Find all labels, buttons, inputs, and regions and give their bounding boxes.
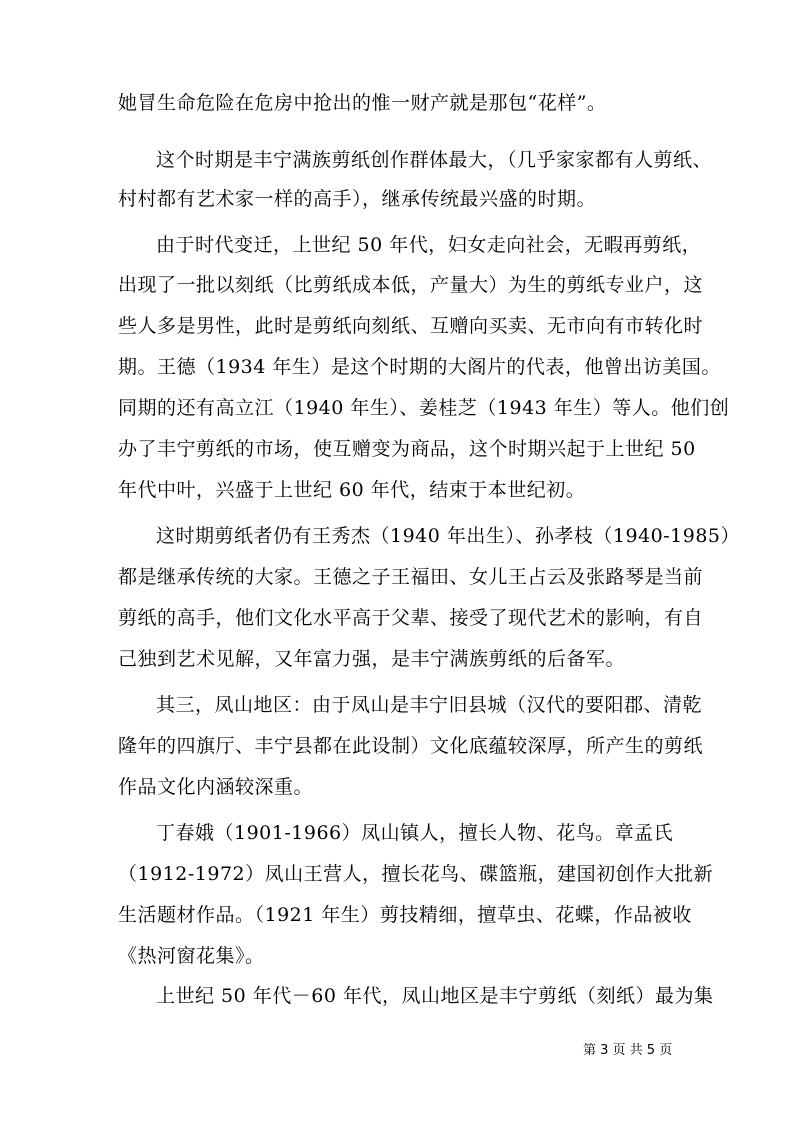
paragraph-line: 办了丰宁剪纸的市场，使互赠变为商品，这个时期兴起于上世纪 50 bbox=[118, 438, 696, 460]
paragraph-line: 期。王德（1934 年生）是这个时期的大阁片的代表，他曾出访美国。 bbox=[118, 356, 721, 378]
paragraph-line: 些人多是男性，此时是剪纸向刻纸、互赠向买卖、无市向有市转化时 bbox=[118, 315, 704, 337]
paragraph-line: 这个时期是丰宁满族剪纸创作群体最大，（几乎家家都有人剪纸、 bbox=[156, 149, 713, 171]
paragraph-line: 她冒生命危险在危房中抢出的惟一财产就是那包“花样”。 bbox=[118, 92, 607, 114]
paragraph-line: 由于时代变迁，上世纪 50 年代，妇女走向社会，无暇再剪纸， bbox=[156, 234, 702, 256]
paragraph-line: 生活题材作品。（1921 年生）剪技精细，擅草虫、花蝶，作品被收 bbox=[118, 904, 692, 926]
paragraph-line: 同期的还有高立江（1940 年生）、姜桂芝（1943 年生）等人。他们创 bbox=[118, 397, 730, 419]
paragraph-line: 作品文化内涵较深重。 bbox=[118, 776, 314, 798]
paragraph-line: 其三，凤山地区：由于凤山是丰宁旧县城（汉代的要阳郡、清乾 bbox=[156, 694, 703, 716]
paragraph-line: 《热河窗花集》。 bbox=[118, 945, 265, 967]
paragraph-line: 隆年的四旗厅、丰宁县都在此设制）文化底蕴较深厚，所产生的剪纸 bbox=[118, 735, 704, 757]
page-number-footer: 第 3 页 共 5 页 bbox=[583, 1043, 673, 1058]
paragraph-line: 年代中叶，兴盛于上世纪 60 年代，结束于本世纪初。 bbox=[118, 479, 586, 501]
paragraph-line: 剪纸的高手，他们文化水平高于父辈、接受了现代艺术的影响，有自 bbox=[118, 607, 704, 629]
paragraph-line: 村村都有艺术家一样的高手），继承传统最兴盛的时期。 bbox=[118, 188, 597, 210]
paragraph-line: 这时期剪纸者仍有王秀杰（1940 年出生）、孙孝枝（1940-1985） bbox=[156, 525, 741, 547]
paragraph-line: 出现了一批以刻纸（比剪纸成本低，产量大）为生的剪纸专业户，这 bbox=[118, 274, 704, 296]
paragraph-line: 都是继承传统的大家。王德之子王福田、女儿王占云及张路琴是当前 bbox=[118, 566, 704, 588]
paragraph-line: （1912-1972）凤山王营人，擅长花鸟、碟篮瓶，建国初创作大批新 bbox=[118, 863, 714, 885]
paragraph-line: 丁春娥（1901-1966）凤山镇人，擅长人物、花鸟。章孟氏 bbox=[156, 822, 674, 844]
paragraph-line: 己独到艺术见解，又年富力强，是丰宁满族剪纸的后备军。 bbox=[118, 648, 626, 670]
paragraph-line: 上世纪 50 年代－60 年代，凤山地区是丰宁剪纸（刻纸）最为集 bbox=[156, 985, 714, 1007]
